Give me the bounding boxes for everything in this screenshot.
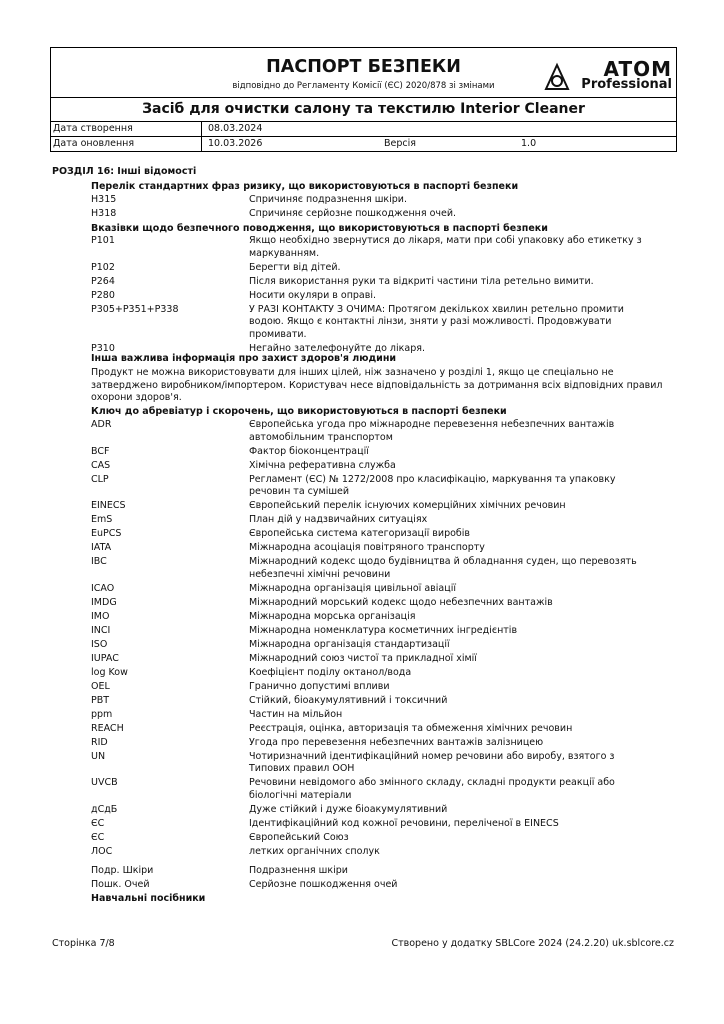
code: P310 [91,342,115,354]
description-line: Європейський перелік існуючих комерційних хімічних речовин [249,500,566,511]
created-row [51,122,676,137]
code: PBT [91,694,110,706]
description-line: Серйозне пошкодження очей [249,879,398,890]
code: CAS [91,459,111,471]
description-line: Частин на мільйон [249,708,343,720]
code: RID [91,736,108,748]
regulation-reference: відповідно до Регламенту Комісії (ЄС) 2020/878 зі змінами [232,81,495,91]
description [249,446,675,459]
description [249,709,675,722]
code: IMDG [91,596,117,608]
description [249,290,675,303]
code: P101 [91,235,115,246]
description [249,597,675,610]
description [249,583,675,596]
code: EmS [91,514,113,525]
health-heading: Інша важлива інформація про захист здоров'я людини [91,353,397,364]
code: ЛОС [91,845,113,857]
description-line: летких органічних сполук [249,845,380,857]
description-line: Міжнародна асоціація повітряного транспорту [249,542,485,553]
description-line: небезпечні хімічні речовини [249,568,391,580]
created-label: Дата створення [53,123,133,134]
code: REACH [91,722,124,734]
description [249,653,675,666]
description [249,235,675,260]
description-line: Негайно зателефонуйте до лікаря. [249,342,425,354]
description [249,474,675,499]
description [249,304,675,342]
description-line: Гранично допустимі впливи [249,680,390,692]
description [249,208,675,221]
code: UN [91,750,106,762]
description [249,611,675,624]
code: ЄС [91,817,105,829]
description-line: Міжнародна організація цивільної авіації [249,582,456,594]
description [249,751,675,776]
code: P305+P351+P338 [91,303,179,315]
code: log Kow [91,666,128,678]
description [249,639,675,652]
description-line: Регламент (ЄС) № 1272/2008 про класифікацію, маркування та упаковку [249,473,616,485]
page-number: Сторінка 7/8 [52,938,115,949]
product-name: Засіб для очистки салону та текстилю Interior Cleaner [51,98,676,122]
description [249,818,675,831]
code: дСдБ [91,803,118,815]
updated-label: Дата оновлення [53,138,135,149]
description [249,556,675,581]
description-line: Європейська угода про міжнародне перевезення небезпечних вантажів [249,419,615,430]
description [249,804,675,817]
precaution-heading: Вказівки щодо безпечного поводження, що використовуються в паспорті безпеки [91,223,548,234]
code: CLP [91,473,109,485]
code: ЄС [91,831,105,843]
logo-mark-icon [542,62,572,92]
description-line: Коефіцієнт поділу октанол/вода [249,666,412,678]
description [249,514,675,527]
description-line: У РАЗІ КОНТАКТУ З ОЧИМА: Протягом декількох хвилин ретельно промити [249,303,624,315]
description-line: водою. Якщо є контактні лінзи, зняти у разі можливості. Продовжувати [249,316,612,327]
logo-subtitle: Professional [581,77,672,92]
description-line: Міжнародна номенклатура косметичних інгредієнтів [249,624,518,636]
code: IUPAC [91,652,119,664]
health-text-line: охорони здоров'я. [91,392,182,403]
code: INCI [91,624,111,636]
description [249,865,675,878]
code: UVCB [91,777,118,788]
description-line: Стійкий, біоакумулятивний і токсичний [249,694,448,706]
description-line: речовин та сумішей [249,486,350,497]
logo-wordmark: ATOM [603,57,672,81]
document-header [50,47,677,152]
description [249,542,675,555]
code: IMO [91,610,110,622]
description-line: Європейська система категоризації виробів [249,528,471,539]
description-line: Міжнародна організація стандартизації [249,638,450,650]
description-line: Після використання руки та відкриті частини тіла ретельно вимити. [249,275,594,287]
description [249,667,675,680]
code: IATA [91,542,112,553]
description-line: промивати. [249,328,307,340]
description [249,460,675,473]
description-line: Міжнародна морська організація [249,610,416,622]
company-logo [540,58,672,94]
abbreviations-heading: Ключ до абревіатур і скорочень, що використовуються в паспорті безпеки [91,406,507,417]
description-line: Дуже стійкий і дуже біоакумулятивний [249,803,448,815]
table-divider [201,122,202,151]
version-value: 1.0 [521,138,537,149]
description [249,737,675,750]
version-label: Версія [384,138,416,149]
code: P264 [91,275,115,287]
description [249,879,675,892]
description-line: Речовини невідомого або змінного складу, складні продукти реакції або [249,777,615,788]
description-line: Спричиняє подразнення шкіри. [249,194,407,205]
description-line: Носити окуляри в оправі. [249,289,377,301]
description [249,846,675,859]
description-line: Реєстрація, оцінка, авторизація та обмеження хімічних речовин [249,722,573,734]
description [249,262,675,275]
health-text-line: Продукт не можна використовувати для інших цілей, ніж зазначено у розділі 1, якщо це спеціально не [91,367,614,378]
description [249,276,675,289]
description-line: Угода про перевезення небезпечних вантажів залізницею [249,736,544,748]
description-line: Хімічна реферативна служба [249,459,396,471]
updated-value: 10.03.2026 [208,138,263,149]
updated-row [51,137,676,151]
code: P280 [91,289,115,301]
code: OEL [91,680,110,692]
description [249,500,675,513]
description-line: Чотиризначний ідентифікаційний номер речовини або виробу, взятого з [249,750,615,762]
description [249,695,675,708]
description-line: Типових правил ООН [249,763,355,774]
code: H318 [91,208,117,219]
section-title: РОЗДІЛ 16: Інші відомості [52,166,197,177]
document-title: ПАСПОРТ БЕЗПЕКИ [266,57,461,77]
description-line: Спричиняє серйозне пошкодження очей. [249,208,457,219]
description [249,777,675,802]
hazard-heading: Перелік стандартних фраз ризику, що використовуються в паспорті безпеки [91,181,519,192]
code: ADR [91,419,112,430]
code: ISO [91,638,108,650]
description-line: Міжнародний кодекс щодо будівництва й обладнання суден, що перевозять [249,556,637,567]
title-row [51,48,676,98]
description-line: маркуванням. [249,247,320,259]
training-heading: Навчальні посібники [91,893,206,904]
code: Подр. Шкіри [91,865,154,876]
description-line: Міжнародний морський кодекс щодо небезпечних вантажів [249,596,553,608]
description-line: Ідентифікаційний код кожної речовини, переліченої в EINECS [249,817,559,829]
description [249,194,675,207]
code: ICAO [91,582,115,594]
created-value: 08.03.2024 [208,123,263,134]
code: H315 [91,194,117,205]
description [249,625,675,638]
health-text-line: затверджено виробником/імпортером. Користувач несе відповідальність за дотримання всіх відповідних правил [91,379,663,391]
code: BCF [91,445,110,457]
description [249,419,675,444]
code: EINECS [91,500,126,511]
description-line: Подразнення шкіри [249,865,348,876]
description [249,528,675,541]
description [249,681,675,694]
description-line: Фактор біоконцентрації [249,445,369,457]
description-line: автомобільним транспортом [249,431,393,443]
code: EuPCS [91,528,122,539]
description-line: План дій у надзвичайних ситуаціях [249,514,428,525]
generator-credit: Створено у додатку SBLCore 2024 (24.2.20) uk.sblcore.cz [391,938,674,949]
description-line: біологічні матеріали [249,789,352,801]
description [249,832,675,845]
code: IBC [91,556,107,567]
description-line: Берегти від дітей. [249,261,341,273]
code: Пошк. Очей [91,879,150,890]
description [249,723,675,736]
code: ppm [91,708,113,720]
description-line: Якщо необхідно звернутися до лікаря, мати при собі упаковку або етикетку з [249,235,642,246]
description-line: Міжнародний союз чистої та прикладної хімії [249,652,477,664]
description-line: Європейський Союз [249,831,349,843]
code: P102 [91,261,115,273]
